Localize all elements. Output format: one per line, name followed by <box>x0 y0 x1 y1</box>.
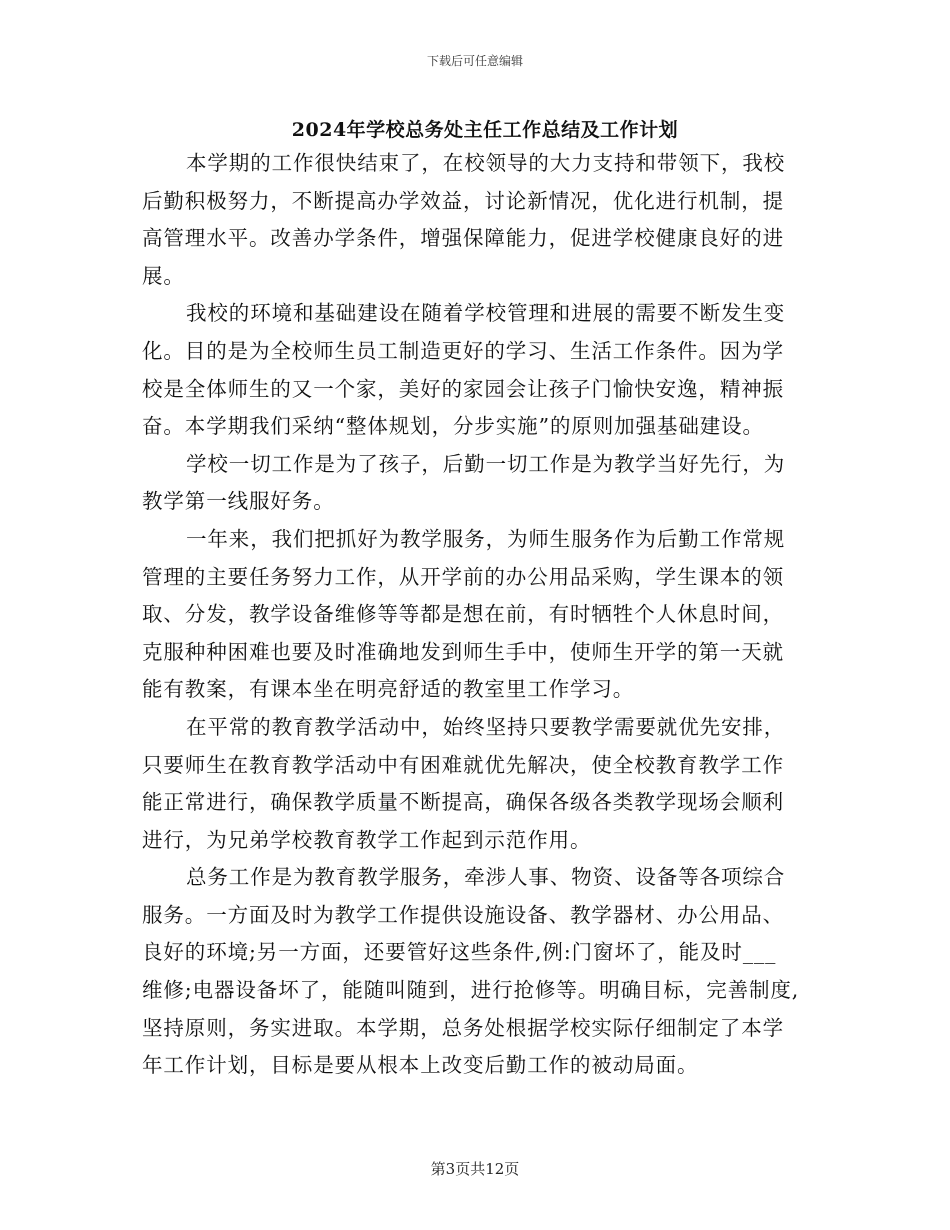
text-line: 坚持原则，务实进取。本学期，总务处根据学校实际仔细制定了本学 <box>142 1015 784 1040</box>
text-line: 后勤积极努力，不断提高办学效益，讨论新情况，优化进行机制，提 <box>142 188 784 213</box>
text-line: 维修;电器设备坏了，能随叫随到，进行抢修等。明确目标，完善制度, <box>142 978 800 1003</box>
text-line: 一年来，我们把抓好为教学服务，为师生服务作为后勤工作常规 <box>186 526 786 551</box>
text-line: 管理的主要任务努力工作，从开学前的办公用品采购，学生课本的领 <box>142 564 784 589</box>
text-line: 总务工作是为教育教学服务，牵涉人事、物资、设备等各项综合 <box>186 865 786 890</box>
text-line: 进行，为兄弟学校教育教学工作起到示范作用。 <box>142 827 592 852</box>
text-line: 本学期的工作很快结束了，在校领导的大力支持和带领下，我校 <box>186 151 786 175</box>
paragraph-6 <box>142 859 822 1085</box>
paragraph-2 <box>142 295 822 445</box>
paragraph-5 <box>142 709 822 859</box>
text-line: 化。目的是为全校师生员工制造更好的学习、生活工作条件。因为学 <box>142 338 784 363</box>
header-note: 下载后可任意编辑 <box>426 54 523 68</box>
document-body <box>142 145 822 1085</box>
text-line: 我校的环境和基础建设在随着学校管理和进展的需要不断发生变 <box>186 301 786 326</box>
paragraph-1 <box>142 145 822 295</box>
text-line: 奋。本学期我们采纳“整体规划，分步实施”的原则加强基础建设。 <box>142 414 764 439</box>
text-line: 在平常的教育教学活动中，始终坚持只要教学需要就优先安排， <box>186 714 786 739</box>
paragraph-3 <box>142 446 822 521</box>
text-line: 展。 <box>142 263 185 288</box>
text-line: 能正常进行，确保教学质量不断提高，确保各级各类教学现场会顺利 <box>142 790 784 815</box>
text-line: 年工作计划，目标是要从根本上改变后勤工作的被动局面。 <box>142 1053 699 1078</box>
paragraph-4 <box>142 521 822 709</box>
document-title: 2024年学校总务处主任工作总结及工作计划 <box>291 119 679 141</box>
text-line: 学校一切工作是为了孩子，后勤一切工作是为教学当好先行，为 <box>186 451 786 476</box>
text-line: 克服种种困难也要及时准确地发到师生手中，使师生开学的第一天就 <box>142 639 784 664</box>
text-line: 教学第一线服好务。 <box>142 489 335 514</box>
text-line: 取、分发，教学设备维修等等都是想在前，有时牺牲个人休息时间， <box>142 602 784 627</box>
text-line: 良好的环境;另一方面，还要管好这些条件,例:门窗坏了，能及时___ <box>142 940 777 965</box>
text-line: 校是全体师生的又一个家，美好的家园会让孩子门愉快安逸，精神振 <box>142 376 784 401</box>
text-line: 服务。一方面及时为教学工作提供设施设备、教学器材、办公用品、 <box>142 902 784 927</box>
text-line: 只要师生在教育教学活动中有困难就优先解决，使全校教育教学工作 <box>142 752 784 777</box>
page-number-footer: 第3页共12页 <box>430 1160 520 1178</box>
text-line: 高管理水平。改善办学条件，增强保障能力，促进学校健康良好的进 <box>142 226 784 251</box>
text-line: 能有教案，有课本坐在明亮舒适的教室里工作学习。 <box>142 677 635 702</box>
